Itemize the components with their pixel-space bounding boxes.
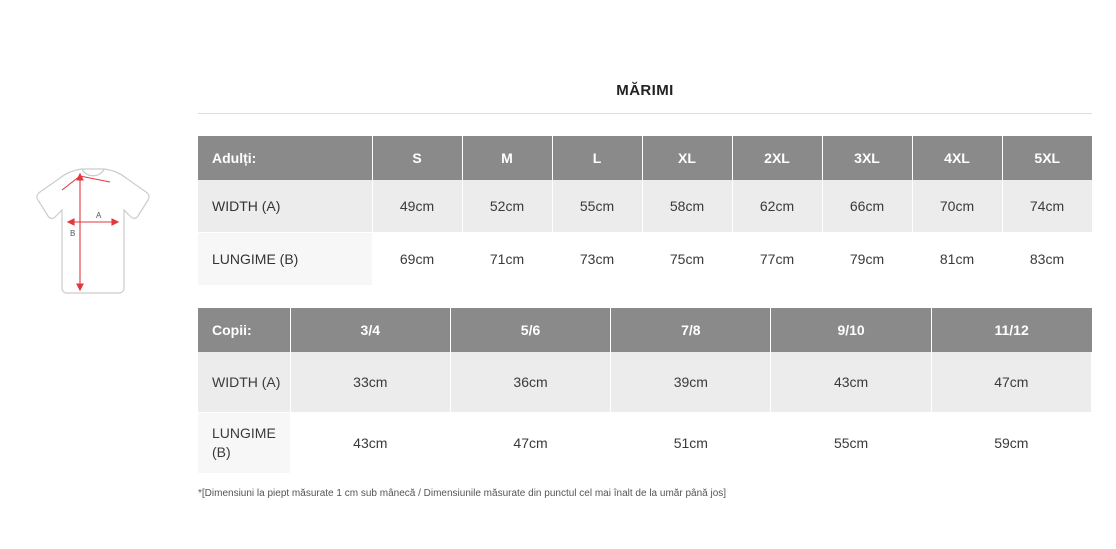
adults-width-l: 55cm	[552, 180, 642, 233]
adults-length-xl: 75cm	[642, 233, 732, 286]
adults-size-header-5xl: 5XL	[1002, 136, 1092, 180]
diagram-label-b: B	[70, 229, 76, 238]
adults-length-2xl: 77cm	[732, 233, 822, 286]
adults-length-4xl: 81cm	[912, 233, 1002, 286]
adults-size-header-m: M	[462, 136, 552, 180]
kids-size-header-11-12: 11/12	[931, 308, 1091, 352]
kids-length-11-12: 59cm	[931, 413, 1091, 474]
adults-size-header-2xl: 2XL	[732, 136, 822, 180]
table-row	[198, 180, 1092, 233]
kids-length-3-4: 43cm	[290, 413, 450, 474]
kids-length-7-8: 51cm	[611, 413, 771, 474]
adults-length-s: 69cm	[372, 233, 462, 286]
kids-size-header-3-4: 3/4	[290, 308, 450, 352]
kids-size-table	[198, 308, 1092, 474]
adults-header-label: Adulți:	[198, 136, 372, 180]
page-title: MĂRIMI	[198, 82, 1092, 114]
diagram-label-a: A	[96, 211, 102, 220]
adults-size-table	[198, 136, 1093, 286]
kids-size-header-5-6: 5/6	[450, 308, 610, 352]
adults-width-3xl: 66cm	[822, 180, 912, 233]
kids-row-label-width: WIDTH (A)	[198, 352, 290, 413]
adults-row-label-width: WIDTH (A)	[198, 180, 372, 233]
table-row	[198, 233, 1092, 286]
kids-table-header-row	[198, 308, 1092, 352]
kids-header-label: Copii:	[198, 308, 290, 352]
adults-size-header-4xl: 4XL	[912, 136, 1002, 180]
size-chart-content	[198, 82, 1092, 499]
adults-length-5xl: 83cm	[1002, 233, 1092, 286]
kids-width-5-6: 36cm	[450, 352, 610, 413]
adults-size-header-xl: XL	[642, 136, 732, 180]
table-row	[198, 413, 1092, 474]
long-sleeve-shirt-diagram	[18, 160, 168, 310]
kids-width-7-8: 39cm	[611, 352, 771, 413]
adults-width-5xl: 74cm	[1002, 180, 1092, 233]
adults-size-header-l: L	[552, 136, 642, 180]
kids-length-5-6: 47cm	[450, 413, 610, 474]
adults-size-header-3xl: 3XL	[822, 136, 912, 180]
adults-length-l: 73cm	[552, 233, 642, 286]
adults-row-label-length: LUNGIME (B)	[198, 233, 372, 286]
adults-length-m: 71cm	[462, 233, 552, 286]
adults-width-4xl: 70cm	[912, 180, 1002, 233]
kids-length-9-10: 55cm	[771, 413, 931, 474]
table-row	[198, 352, 1092, 413]
kids-width-11-12: 47cm	[931, 352, 1091, 413]
kids-width-9-10: 43cm	[771, 352, 931, 413]
adults-table-header-row	[198, 136, 1092, 180]
adults-width-xl: 58cm	[642, 180, 732, 233]
adults-width-s: 49cm	[372, 180, 462, 233]
kids-size-header-9-10: 9/10	[771, 308, 931, 352]
measurement-footnote: *[Dimensiuni la piept măsurate 1 cm sub mânecă / Dimensiunile măsurate din punctul cel mai înalt de la umăr până jos]	[198, 488, 727, 499]
kids-row-label-length: LUNGIME (B)	[198, 413, 290, 474]
kids-size-header-7-8: 7/8	[611, 308, 771, 352]
adults-width-2xl: 62cm	[732, 180, 822, 233]
adults-width-m: 52cm	[462, 180, 552, 233]
kids-width-3-4: 33cm	[290, 352, 450, 413]
adults-length-3xl: 79cm	[822, 233, 912, 286]
adults-size-header-s: S	[372, 136, 462, 180]
